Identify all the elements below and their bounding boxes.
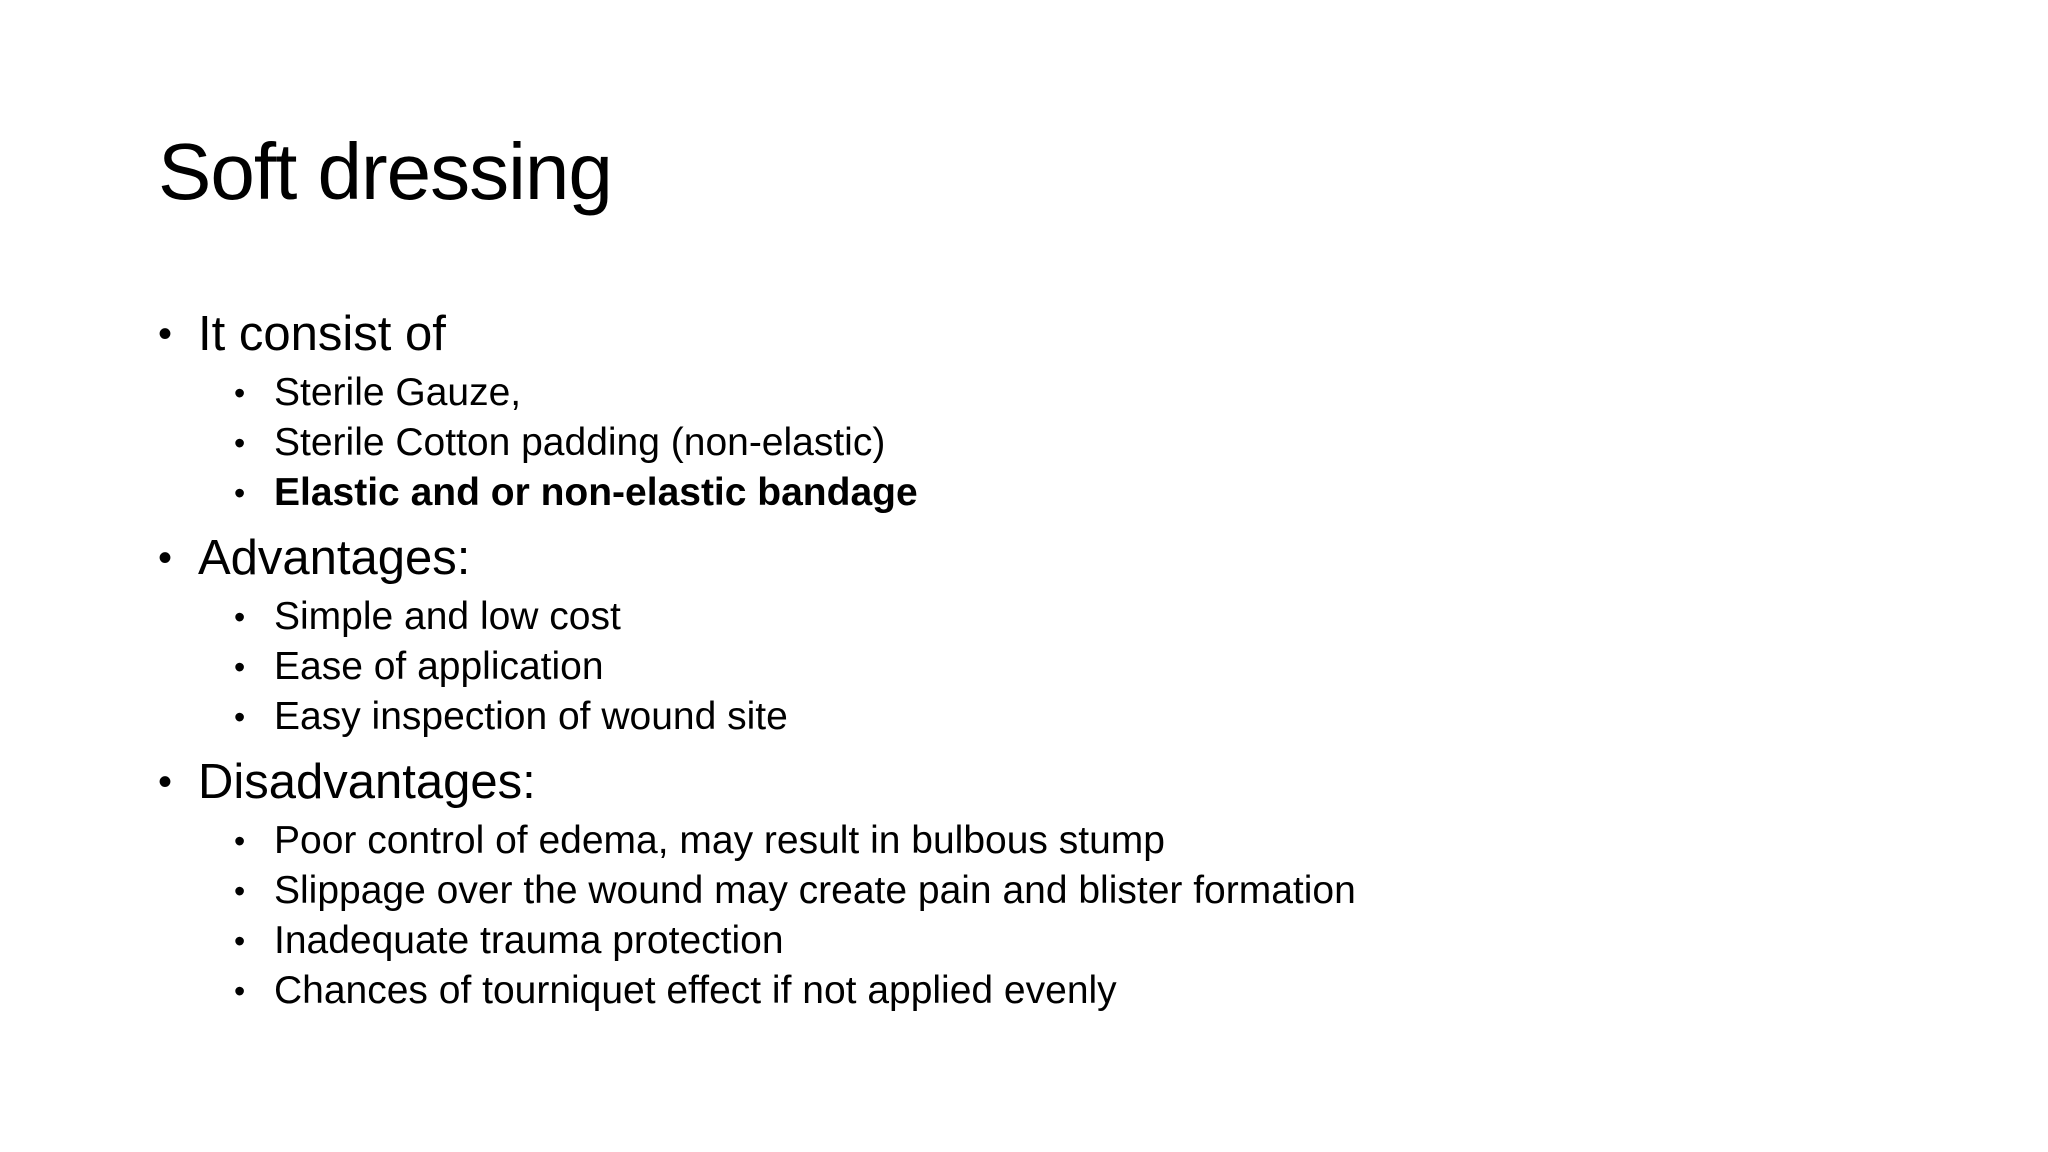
list-item-text-bold: Elastic and or non-elastic bandage [274, 471, 918, 514]
bullet-icon: • [158, 312, 173, 356]
list-item-text: Easy inspection of wound site [274, 695, 788, 738]
list-item [158, 642, 1958, 692]
bullet-icon: • [234, 973, 246, 1009]
bullet-icon: • [234, 873, 246, 909]
bullet-heading: Disadvantages: [198, 755, 536, 809]
list-item [158, 468, 1958, 518]
list-item-text: Ease of application [274, 645, 604, 688]
slide-body [158, 300, 1958, 1022]
slide-title: Soft dressing [158, 127, 612, 216]
consist-of-list [158, 368, 1958, 518]
list-item-text: Slippage over the wound may create pain and blister formation [274, 869, 1356, 912]
list-item [158, 692, 1958, 742]
bullet-icon: • [234, 823, 246, 859]
bullet-heading: It consist of [198, 307, 446, 361]
list-item-text: Inadequate trauma protection [274, 919, 784, 962]
list-item [158, 368, 1958, 418]
bullet-heading: Advantages: [198, 531, 471, 585]
list-item-text: Poor control of edema, may result in bulbous stump [274, 819, 1165, 862]
bullet-icon: • [234, 699, 246, 735]
list-item [158, 592, 1958, 642]
list-item [158, 866, 1958, 916]
list-item-text: Chances of tourniquet effect if not applied evenly [274, 969, 1117, 1012]
bullet-icon: • [158, 760, 173, 804]
list-item [158, 816, 1958, 866]
list-item [158, 916, 1958, 966]
bullet-icon: • [158, 536, 173, 580]
bullet-icon: • [234, 375, 246, 411]
bullet-consist-of [158, 300, 1958, 368]
disadvantages-list [158, 816, 1958, 1016]
list-item [158, 966, 1958, 1016]
list-item [158, 418, 1958, 468]
list-item-text: Simple and low cost [274, 595, 621, 638]
advantages-list [158, 592, 1958, 742]
list-item-text: Sterile Gauze, [274, 371, 522, 414]
bullet-icon: • [234, 599, 246, 635]
bullet-disadvantages [158, 748, 1958, 816]
bullet-icon: • [234, 475, 246, 511]
bullet-advantages [158, 524, 1958, 592]
list-item-text: Sterile Cotton padding (non-elastic) [274, 421, 886, 464]
bullet-icon: • [234, 425, 246, 461]
bullet-icon: • [234, 923, 246, 959]
bullet-icon: • [234, 649, 246, 685]
